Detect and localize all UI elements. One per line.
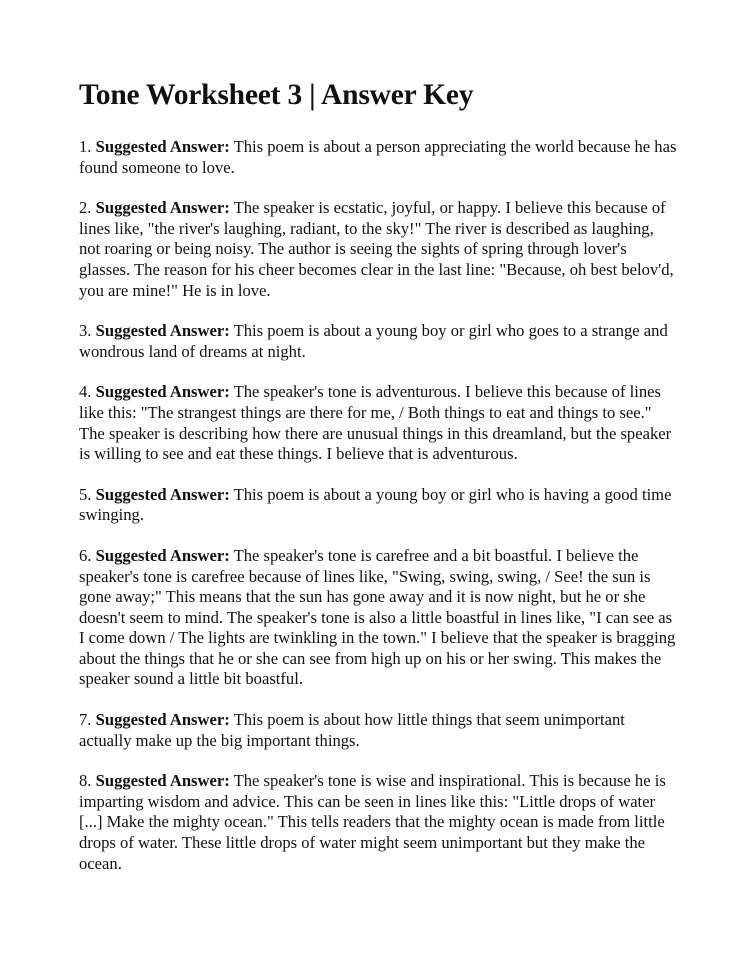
- answer-item-3: [79, 321, 679, 362]
- answer-label: Suggested Answer:: [95, 198, 230, 218]
- answer-item-8: [79, 771, 679, 874]
- answer-number: 8.: [79, 771, 92, 791]
- answer-label: Suggested Answer:: [95, 545, 230, 565]
- answer-number: 3.: [79, 321, 92, 341]
- answer-text: This poem is about a person appreciating the world because he has found someone to love.: [79, 137, 677, 177]
- answer-number: 1.: [79, 137, 92, 156]
- answer-label: Suggested Answer:: [95, 321, 230, 341]
- answer-label: Suggested Answer:: [95, 382, 230, 402]
- page-title: Tone Worksheet 3 | Answer Key: [79, 79, 474, 111]
- answer-number: 6.: [79, 545, 92, 565]
- answer-text: This poem is about how little things that seem unimportant actually make up the big important things.: [79, 710, 625, 750]
- answer-item-1: [79, 137, 679, 178]
- answer-item-6: [79, 546, 679, 690]
- answer-label: Suggested Answer:: [95, 484, 230, 504]
- answer-key-page: [79, 78, 679, 894]
- answer-item-5: [79, 485, 679, 526]
- answer-number: 4.: [79, 382, 92, 402]
- answer-label: Suggested Answer:: [95, 710, 230, 730]
- answer-number: 2.: [79, 198, 92, 218]
- answer-text: The speaker's tone is adventurous. I believe this because of lines like this: "The strangest things are there for me, / Both things to eat and things to see." The speaker is describing how there are unusual things in this dreamland, but the speaker is willing to see and eat these things. I believe that is adventurous.: [79, 382, 672, 464]
- answer-text: This poem is about a young boy or girl who is having a good time swinging.: [79, 484, 672, 525]
- answer-number: 5.: [79, 484, 92, 504]
- answer-item-2: [79, 198, 679, 301]
- answer-text: This poem is about a young boy or girl who goes to a strange and wondrous land of dreams at night.: [79, 321, 668, 361]
- answer-text: The speaker's tone is wise and inspirational. This is because he is imparting wisdom and advice. This can be seen in lines like this: "Little drops of water [...] Make the mighty ocean." This tells readers that the mighty ocean is made from little drops of water. These little drops of water might seem unimportant but they make the ocean.: [79, 771, 666, 873]
- answer-label: Suggested Answer:: [95, 771, 230, 791]
- answer-item-4: [79, 382, 679, 464]
- answer-label: Suggested Answer:: [95, 137, 230, 156]
- answer-number: 7.: [79, 710, 92, 730]
- answer-text: The speaker is ecstatic, joyful, or happy. I believe this because of lines like, "the river's laughing, radiant, to the sky!" The river is described as laughing, not roaring or being noisy. The author is seeing the sights of spring through lover's glasses. The reason for his cheer becomes clear in the last line: "Because, oh best belov'd, you are mine!" He is in love.: [79, 198, 674, 300]
- answer-text: The speaker's tone is carefree and a bit boastful. I believe the speaker's tone is carefree because of lines like, "Swing, swing, swing, / See! the sun is gone away;" This means that the sun has gone away and it is now night, but he or she doesn't seem to mind. The speaker's tone is also a little boastful in lines like, "I can see as I come down / The lights are twinkling in the town." I believe that the speaker is bragging about the things that he or she can see from high up on his or her swing. This makes the speaker sound a little bit boastful.: [79, 545, 676, 689]
- answer-item-7: [79, 710, 679, 751]
